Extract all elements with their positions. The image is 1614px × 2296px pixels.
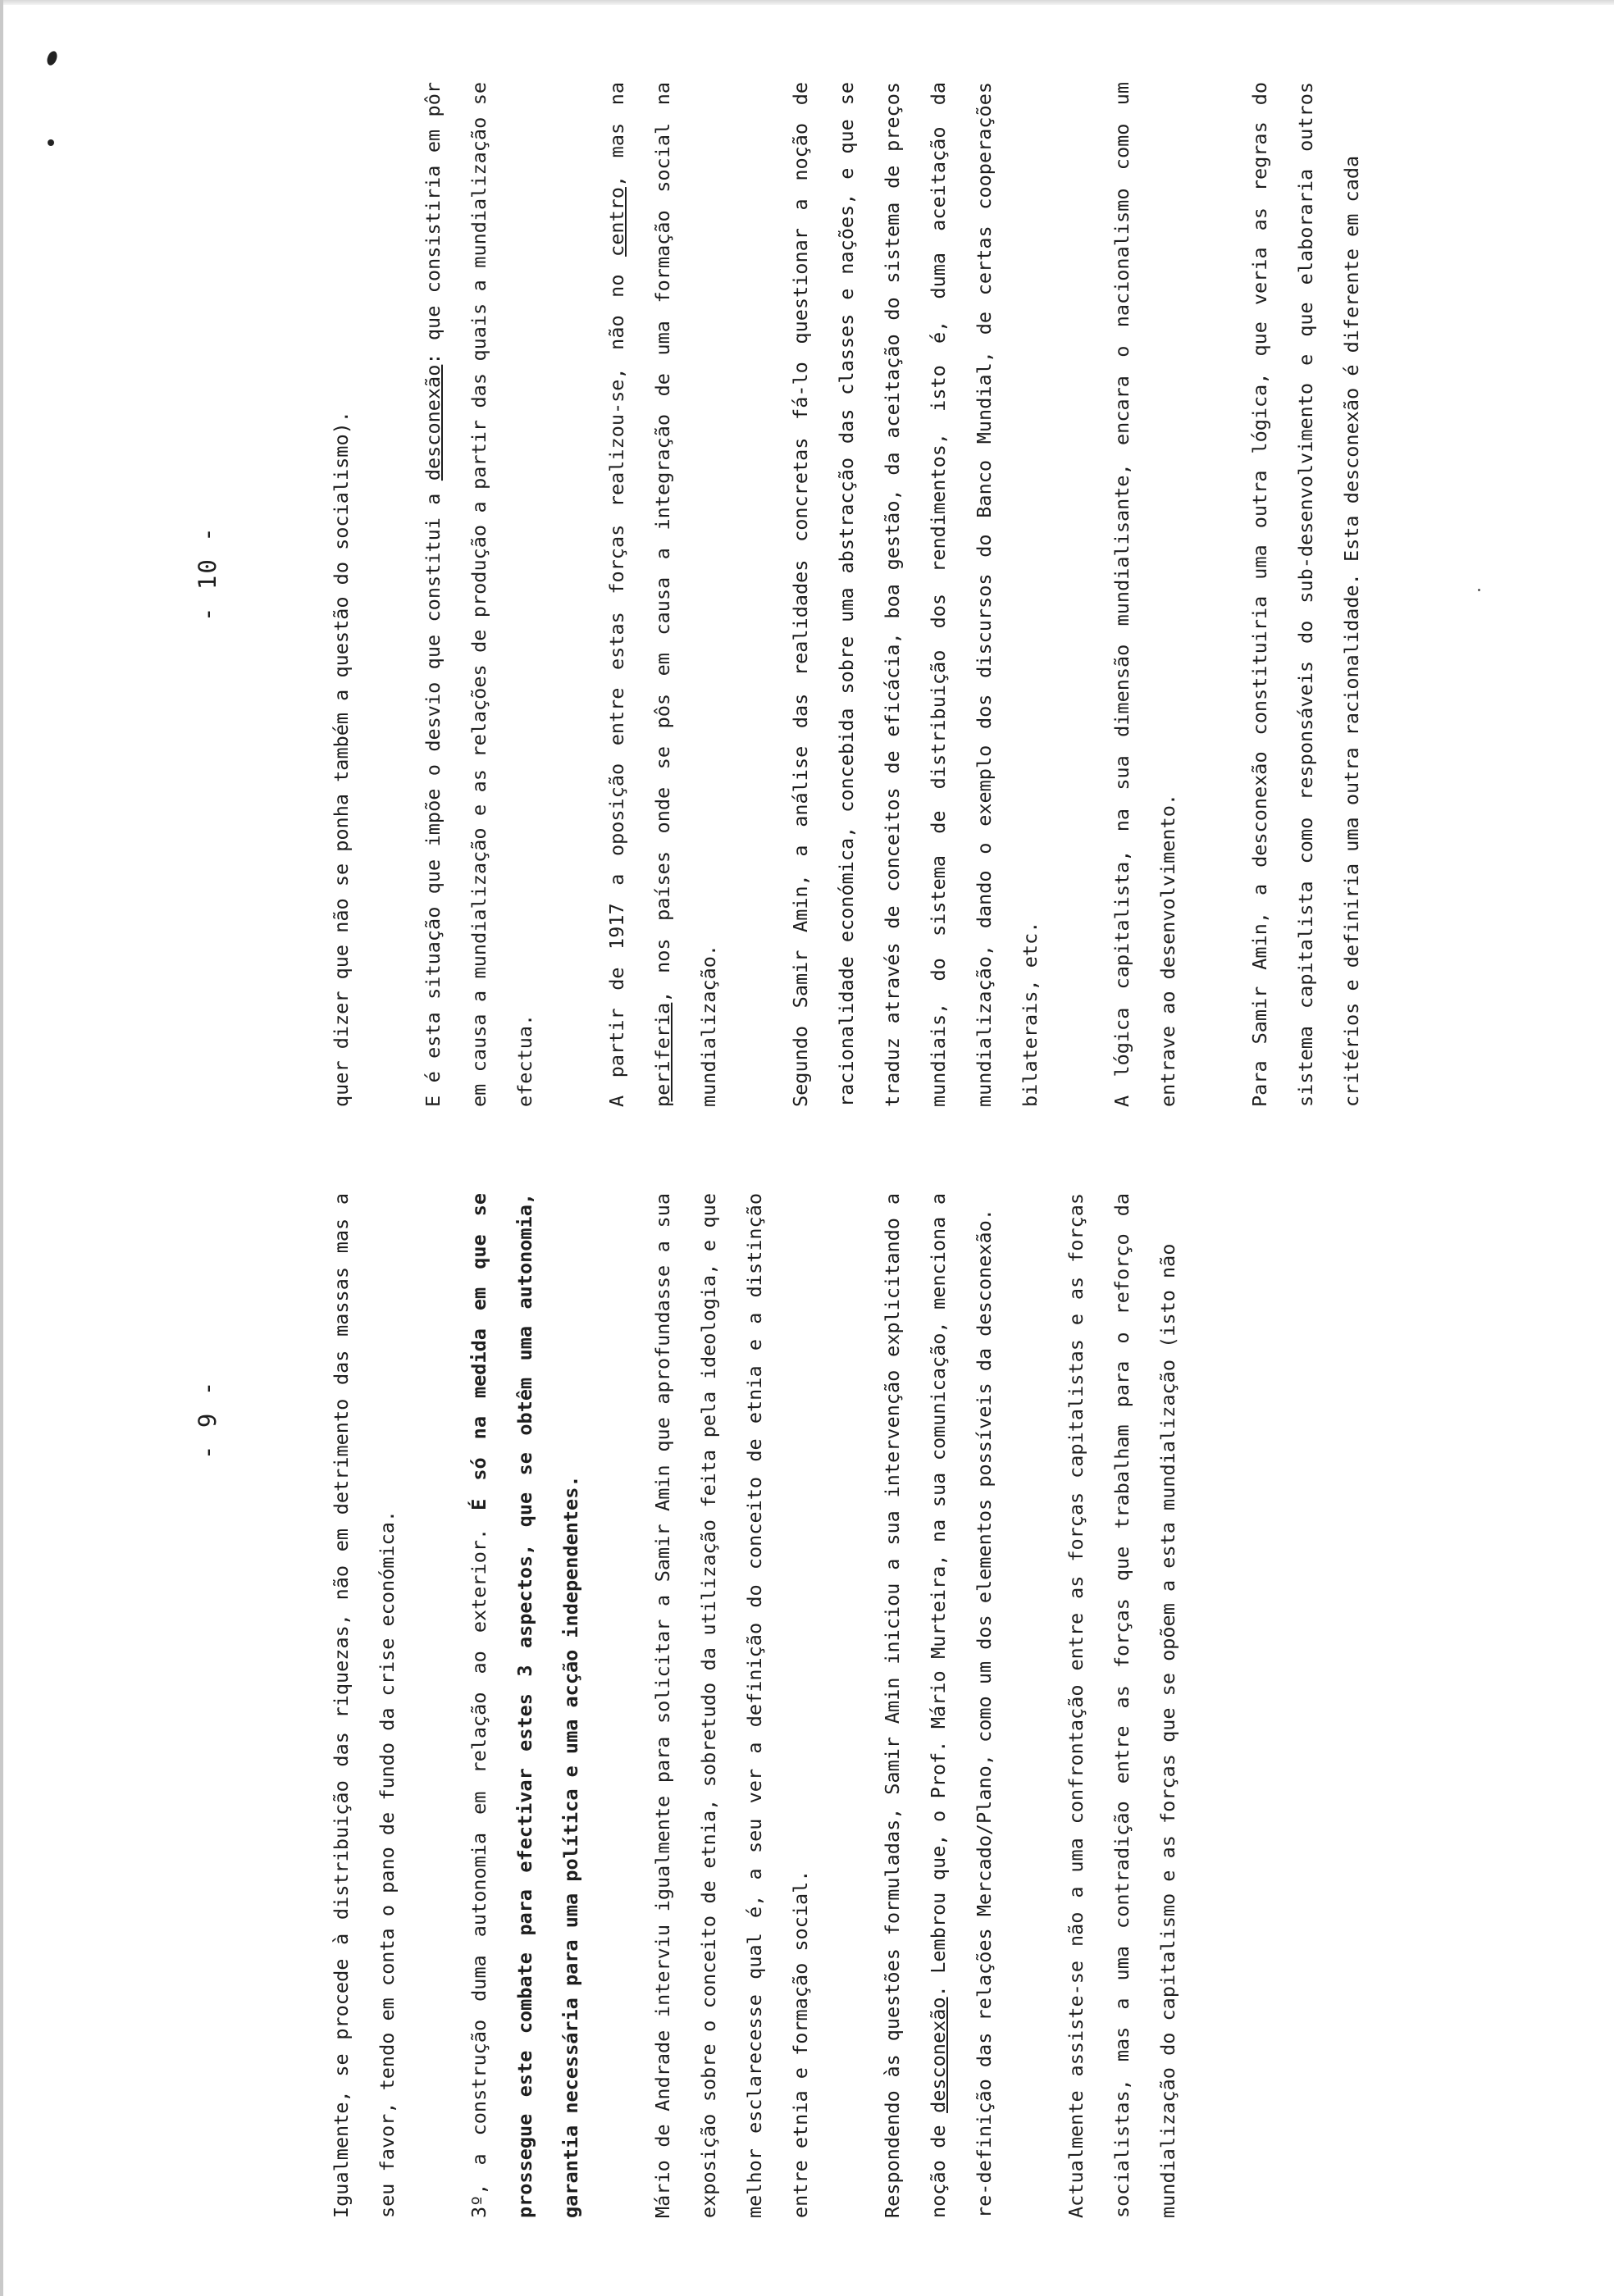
paragraph-text: , nos países onde se pôs em causa a integração de uma formação social na mundialização. bbox=[651, 82, 720, 1107]
paragraph-text: 3º, a construção duma autonomia em relação ao exterior. bbox=[467, 1510, 490, 2218]
underlined-term: desconexão bbox=[422, 364, 445, 481]
paragraph bbox=[456, 1193, 594, 2218]
paragraph bbox=[318, 82, 364, 1107]
paragraph-text: A partir de 1917 a oposição entre estas forças realizou-se, não no bbox=[605, 256, 628, 1107]
left-page-column bbox=[318, 1193, 1191, 2218]
paragraph bbox=[777, 82, 1053, 1107]
paragraph bbox=[1237, 82, 1375, 1107]
paragraph-text: Mário de Andrade interviu igualmente para solicitar a Samir Amin que aprofundasse a sua exposição sobre o conceito de etnia, sobretudo da utilização feita pela ideologia, e que melhor esclarecesse qual é, a seu ver a definição do conceito de etnia e a distinção entre etnia e formação social. bbox=[651, 1193, 812, 2218]
page-number-right: - 10 - bbox=[194, 526, 221, 622]
paragraph bbox=[1053, 1193, 1191, 2218]
paragraph-text: E é esta situação que impõe o desvio que constitui a bbox=[422, 481, 445, 1107]
paragraph-text: Igualmente, se procede à distribuição das riquezas, não em detrimento das massas mas a seu favor, tendo em conta o pano de fundo da crise económica. bbox=[330, 1193, 399, 2218]
underlined-term: periferia bbox=[651, 1002, 674, 1107]
paragraph-text: Para Samir Amin, a desconexão constituiria uma outra lógica, que veria as regras do sistema capitalista como responsáveis do sub-desenvolvimento e que elaboraria outros critérios e definiria uma outra racionalidade. Esta desconexão é diferente em cada bbox=[1248, 82, 1363, 1107]
paragraph bbox=[1099, 82, 1191, 1107]
paragraph bbox=[640, 1193, 823, 2218]
paragraph-text: Actualmente assiste-se não a uma confrontação entre as forças capitalistas e as forças socialistas, mas a uma contradição entre as forças que trabalham para o reforço da mundialização do capitalismo e as forças que se opõem a esta mundialização (isto não bbox=[1065, 1193, 1179, 2218]
paragraph bbox=[869, 1193, 1007, 2218]
paragraph-text: Segundo Samir Amin, a análise das realidades concretas fá-lo questionar a noção de racionalidade económica, concebida sobre uma abstracção das classes e nações, e que se traduz através de conceitos de eficácia, boa gestão, da aceitação do sistema de preços mundiais, do sistema de distribuição dos rendimentos, isto é, duma aceitação da mundialização, dando o exemplo dos discursos do Banco Mundial, de certas cooperações bilaterais, etc. bbox=[789, 82, 1042, 1107]
paragraph bbox=[594, 82, 732, 1107]
underlined-term: centro bbox=[605, 187, 628, 257]
paragraph-text: quer dizer que não se ponha também a questão do socialismo). bbox=[330, 411, 353, 1107]
paragraph bbox=[410, 82, 548, 1107]
paragraph-text: : que consistiria em pôr em causa a mundialização e as relações de produção a partir das quais a mundialização se efectua. bbox=[422, 82, 536, 1107]
paragraph-text-bold: É só na medida em que se prossegue este combate para efectivar estes 3 aspectos, que se obtêm uma autonomia, garantia necessária para uma política e uma acção independentes. bbox=[467, 1193, 582, 2218]
underlined-term: desconexão bbox=[927, 1997, 950, 2113]
paragraph-text: , mas na bbox=[605, 82, 628, 188]
paragraph-text: Respondendo às questões formuladas, Samir Amin iniciou a sua intervenção explicitando a noção de bbox=[881, 1193, 950, 2218]
right-page-column bbox=[318, 82, 1375, 1107]
paragraph-text: A lógica capitalista, na sua dimensão mundialisante, encara o nacionalismo como um entrave ao desenvolvimento. bbox=[1110, 82, 1179, 1107]
page-number-left: - 9 - bbox=[194, 1379, 221, 1460]
paragraph-text: . Lembrou que, o Prof. Mário Murteira, na sua comunicação, menciona a re-definição das relações Mercado/Plano, como um dos elementos possíveis da desconexão. bbox=[927, 1193, 996, 2218]
paragraph bbox=[318, 1193, 410, 2218]
